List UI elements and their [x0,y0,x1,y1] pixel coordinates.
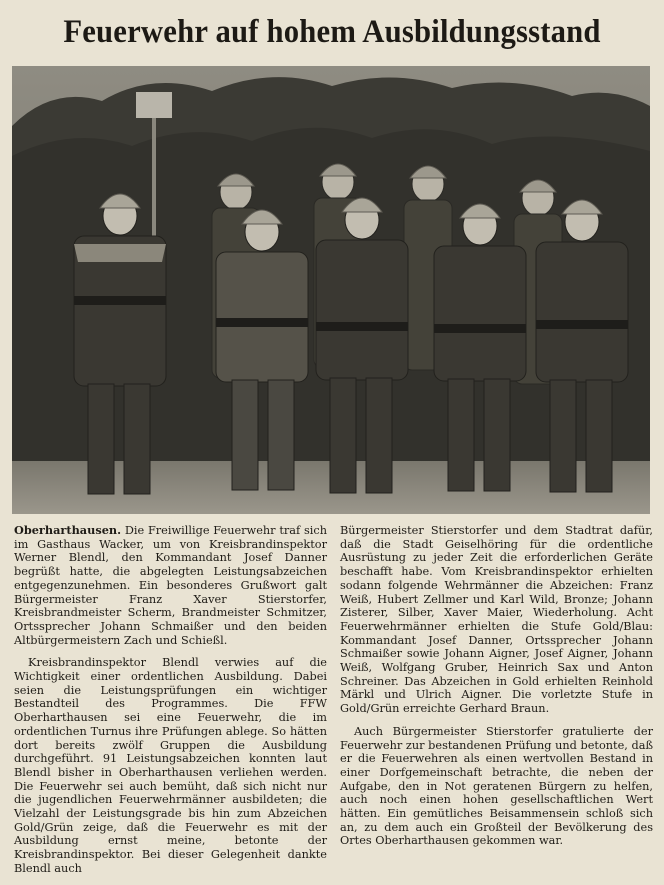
photo-illustration [12,66,650,514]
article-paragraph [14,524,327,647]
article-paragraph: Auch Bürgermeister Stierstorfer gratulierte der Feuerwehr zur bestandenen Prüfung und betonte, daß er die Feuerwehren als einen wertvollen Bestand in einer Dorfgemeinschaft betrachte, die neben der Aufgabe, den in Not geratenen Bürgern zu helfen, auch noch einen hohen gesellschaftlichen Wert hätten. Ein gemütliches Beisammensein schloß sich an, zu dem auch ein Großteil der Bevölkerung des Ortes Oberharthausen gekommen war. [340,724,653,848]
article-paragraph: Bürgermeister Stierstorfer und dem Stadtrat dafür, daß die Stadt Geiselhöring für die ordentliche Ausrüstung zu jeder Zeit die erforderlichen Geräte beschafft habe. Vom Kreisbrandinspektor erhielten sodann folgende Wehrmänner die Abzeichen: Franz Weiß, Hubert Zellmer und Karl Wild, Bronze; Johann Zisterer, Silber, Xaver Maier, Wiederholung. Acht Feuerwehrmänner erhielten die Stufe Gold/Blau: Kommandant Josef Danner, Ortssprecher Johann Schmaißer sowie Johann Aigner, Josef Aigner, Johann Weiß, Wolfgang Gruber, Heinrich Sax und Anton Schreiner. Das Abzeichen in Gold erhielten Reinhold Märkl und Ulrich Aigner. Die vorletzte Stufe in Gold/Grün erreichte Gerhard Braun. [340,524,653,716]
dateline: Oberharthausen. [14,523,122,537]
group-photo-firefighters [12,66,650,514]
article-paragraph: Kreisbrandinspektor Blendl verwies auf die Wichtigkeit einer ordentlichen Ausbildung. Dabei seien die Leistungsprüfungen ein wichtiger Bestandteil des Programmes. Die FFW Oberharthausen sei eine Feuerwehr, die im ordentlichen Turnus ihre Prüfungen ablege. So hätten dort bereits zwölf Gruppen die Ausbildung durchgeführt. 91 Leistungsabzeichen konnten laut Blendl bisher in Oberharthausen verliehen werden. Die Feuerwehr sei auch bemüht, daß sich nicht nur die jugendlichen Feuerwehrmänner ausbildeten; die Vielzahl der Leistungsgrade bis hin zum Abzeichen Gold/Grün zeige, daß die Feuerwehr es mit der Ausbildung ernst meine, betonte der Kreisbrandinspektor. Bei dieser Gelegenheit dankte Blendl auch [14,656,327,875]
headline: Feuerwehr auf hohem Ausbildungsstand [63,14,601,50]
article-column-left [14,524,327,885]
article-column-right [340,524,653,857]
paragraph-text: Die Freiwillige Feuerwehr traf sich im Gasthaus Wacker, um von Kreisbrandinspektor Werner Blendl, den Kommandant Josef Danner begrüßt hatte, die abgelegten Leistungsabzeichen entgegenzunehmen. Ein besonderes Grußwort galt Bürgermeister Franz Xaver Stierstorfer, Kreisbrandmeister Scherm, Brandmeister Schmitzer, Ortssprecher Johann Schmaißer und den beiden Altbürgermeistern Zach und Schießl. [14,524,328,647]
